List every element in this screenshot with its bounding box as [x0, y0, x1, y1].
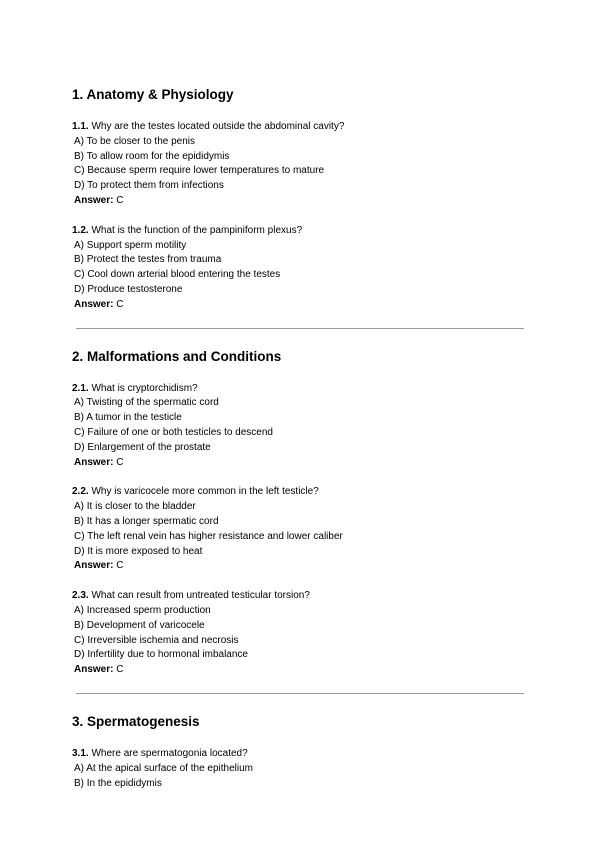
option-c: C) Irreversible ischemia and necrosis [74, 634, 239, 646]
question-line [72, 485, 524, 500]
option-b: B) Protect the testes from trauma [74, 254, 222, 266]
option-a: A) To be closer to the penis [74, 135, 195, 147]
question-1-1 [72, 120, 524, 209]
option-c: C) Failure of one or both testicles to descend [74, 426, 273, 438]
option-d: D) To protect them from infections [74, 180, 224, 192]
answer-label: Answer: [74, 298, 114, 310]
option-b: B) It has a longer spermatic cord [74, 515, 219, 527]
option-b: B) A tumor in the testicle [74, 412, 182, 424]
question-line [72, 589, 524, 604]
answer-line [72, 663, 524, 678]
question-text: What can result from untreated testicular torsion? [91, 590, 310, 602]
option-c: C) Cool down arterial blood entering the testes [74, 269, 281, 281]
answer-line [72, 559, 524, 574]
section-divider [76, 328, 524, 329]
option-b: B) To allow room for the epididymis [74, 150, 230, 162]
section-anatomy-physiology [72, 86, 524, 313]
answer-label: Answer: [74, 194, 114, 206]
option-c: C) Because sperm require lower temperatures to mature [74, 165, 325, 177]
section-divider [76, 693, 524, 694]
answer-value: C [116, 194, 124, 206]
option-a: A) Support sperm motility [74, 239, 187, 251]
question-line [72, 120, 524, 135]
option-b: B) In the epididymis [74, 777, 162, 789]
option-d: D) Produce testosterone [74, 283, 183, 295]
question-line [72, 747, 524, 762]
question-2-2 [72, 485, 524, 574]
answer-line [72, 456, 524, 471]
option-a: A) At the apical surface of the epithelium [74, 762, 253, 774]
question-number: 2.1. [72, 382, 89, 394]
question-number: 3.1. [72, 747, 89, 759]
section-title: 3. Spermatogenesis [72, 713, 200, 729]
answer-value: C [116, 456, 124, 468]
answer-label: Answer: [74, 456, 114, 468]
question-number: 1.2. [72, 224, 89, 236]
option-a: A) Twisting of the spermatic cord [74, 397, 219, 409]
question-text: Why are the testes located outside the abdominal cavity? [91, 121, 345, 132]
question-text: What is cryptorchidism? [91, 382, 198, 394]
question-1-2 [72, 224, 524, 313]
answer-value: C [116, 298, 124, 310]
option-d: D) Infertility due to hormonal imbalance [74, 649, 248, 661]
section-malformations-conditions [72, 348, 524, 678]
question-number: 2.3. [72, 590, 89, 602]
option-a: A) Increased sperm production [74, 604, 211, 616]
answer-line [72, 298, 524, 313]
question-number: 2.2. [72, 486, 89, 498]
answer-value: C [116, 560, 124, 572]
section-title: 1. Anatomy & Physiology [72, 87, 234, 102]
section-spermatogenesis [72, 713, 524, 791]
option-a: A) It is closer to the bladder [74, 501, 196, 513]
answer-line [72, 194, 524, 209]
option-d: D) Enlargement of the prostate [74, 441, 211, 453]
question-number: 1.1. [72, 121, 89, 132]
answer-value: C [116, 664, 124, 676]
option-d: D) It is more exposed to heat [74, 545, 203, 557]
question-line [72, 382, 524, 397]
question-3-1 [72, 747, 524, 791]
section-title: 2. Malformations and Conditions [72, 348, 282, 364]
question-text: Why is varicocele more common in the left testicle? [91, 486, 319, 498]
question-text: Where are spermatogonia located? [91, 747, 248, 759]
question-2-1 [72, 382, 524, 471]
question-line [72, 224, 524, 239]
question-text: What is the function of the pampiniform plexus? [91, 224, 303, 236]
option-c: C) The left renal vein has higher resistance and lower caliber [74, 530, 343, 542]
answer-label: Answer: [74, 664, 114, 676]
answer-label: Answer: [74, 560, 114, 572]
option-b: B) Development of varicocele [74, 619, 205, 631]
question-2-3 [72, 589, 524, 678]
